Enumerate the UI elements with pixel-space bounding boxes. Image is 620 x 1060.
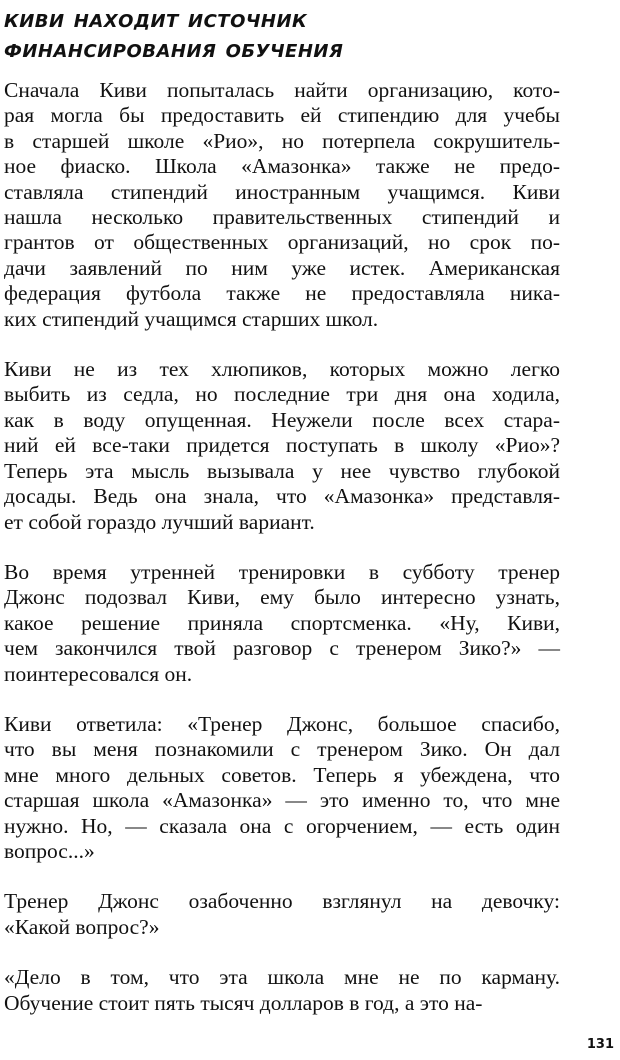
text-line: ное фиаско. Школа «Амазонка» также не предо- xyxy=(4,154,560,179)
paragraph xyxy=(4,712,560,864)
paragraph xyxy=(4,889,560,940)
heading-line-2: финансирования обучения xyxy=(4,34,344,63)
paragraph xyxy=(4,965,560,1016)
text-line: мне много дельных советов. Теперь я убеждена, что xyxy=(4,762,560,787)
text-line: «Дело в том, что эта школа мне не по карману. xyxy=(4,965,560,990)
text-line: федерация футбола также не предоставляла никa- xyxy=(4,281,560,306)
page-number: 131 xyxy=(586,1037,614,1052)
text-line: Сначала Киви попыталась найти организацию, кото- xyxy=(4,78,560,102)
paragraph xyxy=(4,560,560,687)
text-line: досады. Ведь она знала, что «Амазонка» представля- xyxy=(4,484,560,509)
text-line: ет собой гораздо лучший вариант. xyxy=(4,509,315,534)
text-line: как в воду опущенная. Неужели после всех стара- xyxy=(4,407,560,432)
text-line: какое решение приняла спортсменка. «Ну, Киви, xyxy=(4,610,560,635)
paragraph xyxy=(4,78,560,332)
text-line: поинтересовался он. xyxy=(4,661,193,686)
text-line: Тренер Джонс озабоченно взглянул на девочку: xyxy=(4,889,560,914)
text-line: что вы меня познакомили с тренером Зико. Он дал xyxy=(4,737,560,762)
text-line: Обучение стоит пять тысяч долларов в год, а это на- xyxy=(4,990,483,1015)
text-line: нашла несколько правительственных стипендий и xyxy=(4,205,560,230)
text-line: Теперь эта мысль вызывала у нее чувство глубокой xyxy=(4,458,560,483)
body-text xyxy=(4,78,560,1041)
paragraph xyxy=(4,357,560,535)
text-line: рая могла бы предоставить ей стипендию для учебы xyxy=(4,103,560,128)
text-line: ний ей все-таки придется поступать в школу «Рио»? xyxy=(4,433,560,458)
text-line: вопрос...» xyxy=(4,838,95,863)
text-line: Во время утренней тренировки в субботу тренер xyxy=(4,559,560,584)
text-line: выбить из седла, но последние три дня она ходила, xyxy=(4,382,560,407)
text-line: грантов от общественных организаций, но срок по- xyxy=(4,230,560,255)
text-line: Киви не из тех хлюпиков, которых можно легко xyxy=(4,357,560,382)
text-line: нужно. Но, — сказала она с огорчением, — есть один xyxy=(4,813,560,838)
chapter-heading xyxy=(4,4,604,64)
heading-line-1: киви находит источник xyxy=(4,4,308,33)
text-line: Джонс подозвал Киви, ему было интересно узнать, xyxy=(4,585,560,610)
text-line: чем закончился твой разговор с тренером Зико?» — xyxy=(4,636,560,661)
text-line: Киви ответила: «Тренер Джонс, большое спасибо, xyxy=(4,711,560,736)
text-line: ких стипендий учащимся старших школ. xyxy=(4,306,379,331)
text-line: «Какой вопрос?» xyxy=(4,914,160,939)
text-line: дачи заявлений по ним уже истек. Американская xyxy=(4,255,560,280)
text-line: старшая школа «Амазонка» — это именно то, что мне xyxy=(4,788,560,813)
text-line: ставляла стипендий иностранным учащимся. Киви xyxy=(4,179,560,204)
text-line: в старшей школе «Рио», но потерпела сокрушитель- xyxy=(4,128,560,153)
